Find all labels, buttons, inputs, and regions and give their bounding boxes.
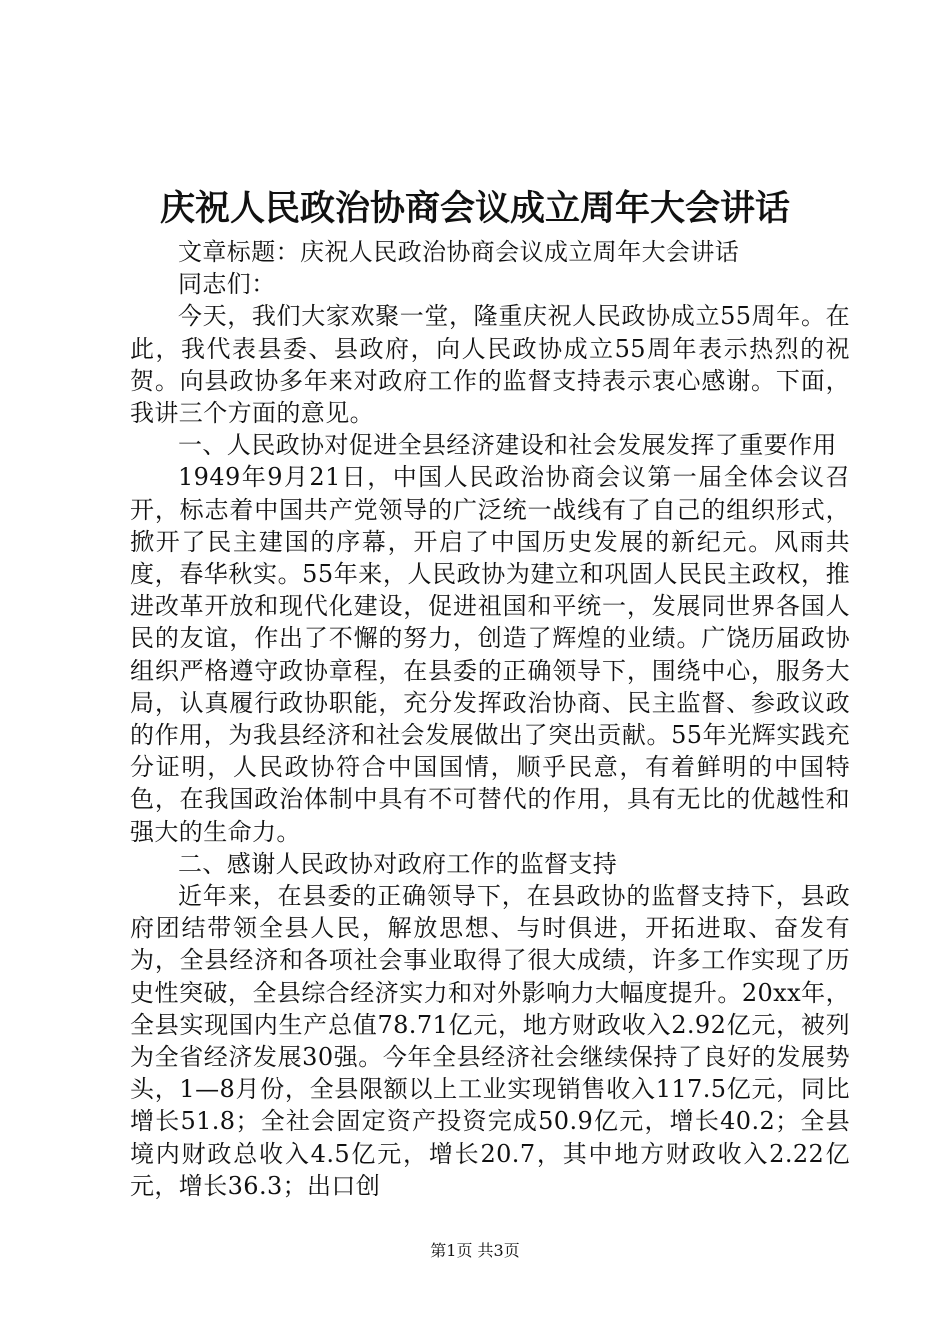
- salutation: 同志们：: [178, 270, 276, 299]
- page-number: 第1页 共3页: [430, 1241, 520, 1260]
- document-title: 庆祝人民政治协商会议成立周年大会讲话: [159, 189, 790, 229]
- section-heading-2: 二、感谢人民政协对政府工作的监督支持: [178, 849, 618, 878]
- page-footer: [0, 1240, 950, 1262]
- paragraph-economy: 近年来，在县委的正确领导下，在县政协的监督支持下，县政府团结带领全县人民，解放思想、与时俱进，开拓进取、奋发有为，全县经济和各项社会事业取得了很大成绩，许多工作实现了历史性突破，全县综合经济实力和对外影响力大幅度提升。20xx年，全县实现国内生产总值78.71亿元，地方财政收入2.92亿元，被列为全省经济发展30强。今年全县经济社会继续保持了良好的发展势头，1—8月份，全县限额以上工业实现销售收入117.5亿元，同比增长51.8；全社会固定资产投资完成50.9亿元，增长40.2；全县境内财政总收入4.5亿元，增长20.7，其中地方财政收入2.22亿元，增长36.3；出口创: [130, 882, 850, 1200]
- paragraph-history: 1949年9月21日，中国人民政治协商会议第一届全体会议召开，标志着中国共产党领导的广泛统一战线有了自己的组织形式，掀开了民主建国的序幕，开启了中国历史发展的新纪元。风雨共度，春华秋实。55年来，人民政协为建立和巩固人民民主政权，推进改革开放和现代化建设，促进祖国和平统一，发展同世界各国人民的友谊，作出了不懈的努力，创造了辉煌的业绩。广饶历届政协组织严格遵守政协章程，在县委的正确领导下，围绕中心，服务大局，认真履行政协职能，充分发挥政治协商、民主监督、参政议政的作用，为我县经济和社会发展做出了突出贡献。55年光辉实践充分证明，人民政协符合中国国情，顺乎民意，有着鲜明的中国特色，在我国政治体制中具有不可替代的作用，具有无比的优越性和强大的生命力。: [130, 463, 850, 846]
- article-title-line: 文章标题：庆祝人民政治协商会议成立周年大会讲话: [178, 238, 740, 266]
- document-body: [130, 236, 850, 1202]
- section-heading-1: 一、人民政协对促进全县经济建设和社会发展发挥了重要作用: [178, 431, 837, 460]
- paragraph-intro: 今天，我们大家欢聚一堂，隆重庆祝人民政协成立55周年。在此，我代表县委、县政府，向人民政协成立55周年表示热烈的祝贺。向县政协多年来对政府工作的监督支持表示衷心感谢。下面，我讲三个方面的意见。: [130, 302, 850, 428]
